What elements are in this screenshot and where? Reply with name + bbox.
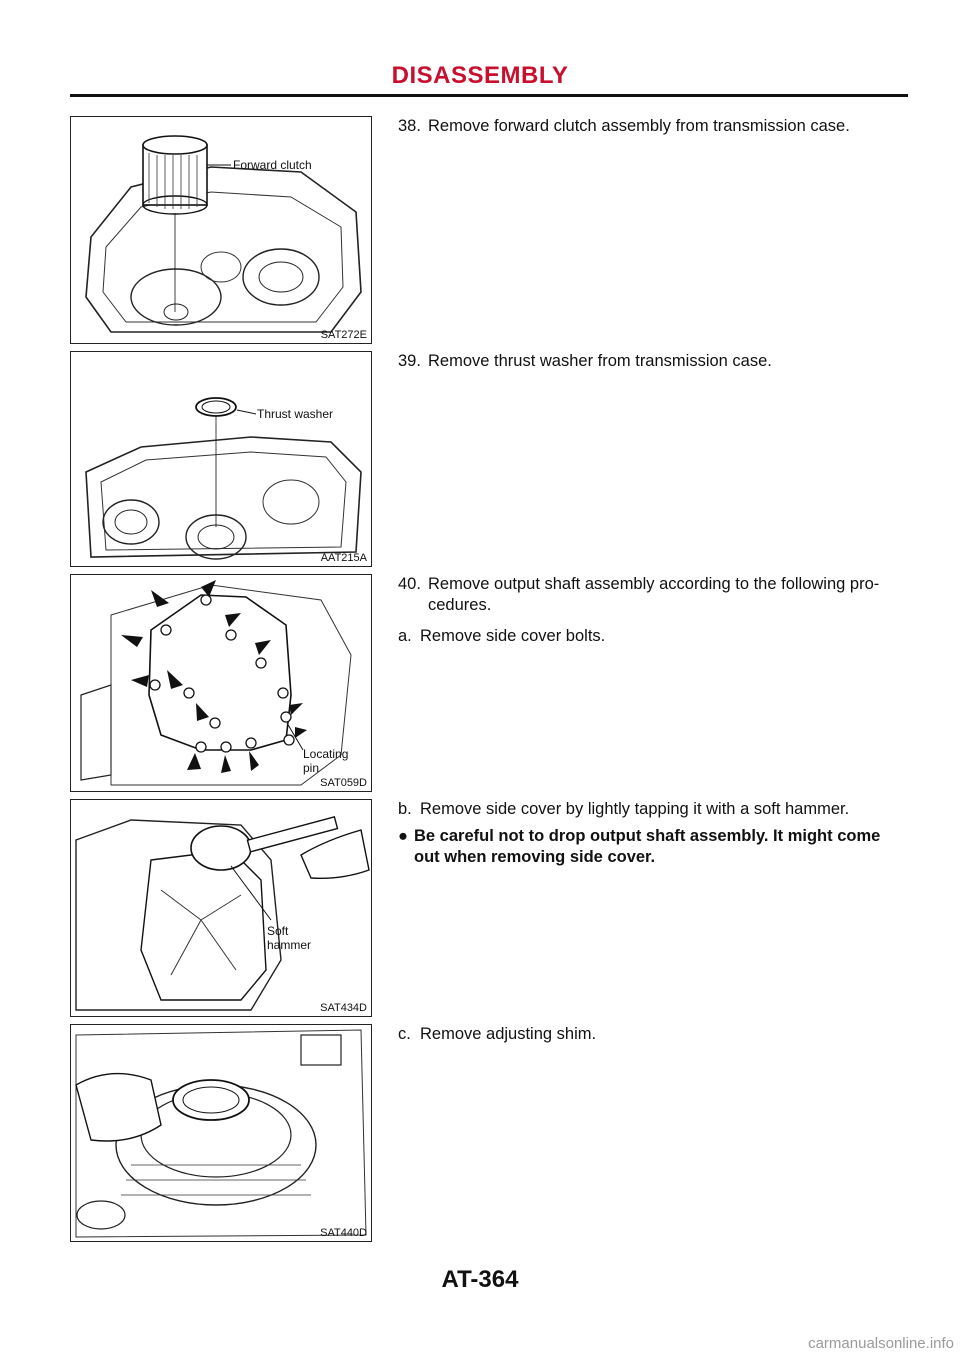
side-cover-bolts-illustration xyxy=(71,575,371,791)
bullet-icon: ● xyxy=(398,827,408,845)
figure-code: AAT215A xyxy=(320,552,367,564)
step-letter: c. xyxy=(398,1025,411,1043)
header-rule xyxy=(70,94,908,97)
step-38 xyxy=(398,116,910,137)
step-instruction: Remove thrust washer from transmission case. xyxy=(428,352,772,370)
forward-clutch-illustration xyxy=(71,117,371,343)
page-title: DISASSEMBLY xyxy=(391,62,569,89)
section-step-38 xyxy=(70,116,910,344)
thrust-washer-callout: Thrust washer xyxy=(257,407,334,421)
figure-code: SAT440D xyxy=(320,1227,367,1239)
forward-clutch-callout: Forward clutch xyxy=(233,158,312,172)
section-step-39 xyxy=(70,351,910,567)
step-a xyxy=(398,626,910,647)
step-40 xyxy=(398,574,910,616)
soft-hammer-illustration xyxy=(71,800,371,1016)
step-39 xyxy=(398,351,910,372)
figure-soft-hammer xyxy=(70,799,372,1017)
figure-thrust-washer xyxy=(70,351,372,567)
step-text xyxy=(398,1024,910,1055)
step-text xyxy=(398,799,910,868)
step-instruction: Remove forward clutch assembly from transmission case. xyxy=(428,117,850,135)
page-number: AT-364 xyxy=(441,1266,519,1293)
soft-hammer-callout-line2: hammer xyxy=(267,938,312,952)
soft-hammer-callout-line1: Soft xyxy=(267,924,289,938)
step-text xyxy=(398,351,910,382)
step-number: 40. xyxy=(398,575,421,593)
section-step-40 xyxy=(70,574,910,792)
caution-note xyxy=(398,826,910,868)
step-b xyxy=(398,799,910,820)
locating-pin-callout-line1: Locating xyxy=(303,747,349,761)
section-step-b xyxy=(70,799,910,1017)
figure-code: SAT434D xyxy=(320,1002,367,1014)
step-c xyxy=(398,1024,910,1045)
figure-adjusting-shim xyxy=(70,1024,372,1242)
step-instruction: Remove side cover bolts. xyxy=(420,627,606,645)
watermark: carmanualsonline.info xyxy=(808,1335,954,1352)
step-number: 38. xyxy=(398,117,421,135)
figure-side-cover-bolts xyxy=(70,574,372,792)
figure-code: SAT272E xyxy=(320,329,367,341)
step-instruction: Remove adjusting shim. xyxy=(420,1025,597,1043)
figure-forward-clutch xyxy=(70,116,372,344)
step-text xyxy=(398,574,910,657)
adjusting-shim-illustration xyxy=(71,1025,371,1241)
thrust-washer-illustration xyxy=(71,352,371,566)
step-instruction: Remove output shaft assembly according to the following pro- cedures. xyxy=(428,575,880,614)
caution-text: Be careful not to drop output shaft assembly. It might come out when removing side cover. xyxy=(414,827,881,866)
locating-pin-callout-line2: pin xyxy=(303,761,320,775)
step-text xyxy=(398,116,910,147)
section-step-c xyxy=(70,1024,910,1242)
step-instruction: Remove side cover by lightly tapping it with a soft hammer. xyxy=(420,800,850,818)
figure-code: SAT059D xyxy=(320,777,367,789)
step-letter: b. xyxy=(398,800,412,818)
step-letter: a. xyxy=(398,627,412,645)
step-number: 39. xyxy=(398,352,421,370)
